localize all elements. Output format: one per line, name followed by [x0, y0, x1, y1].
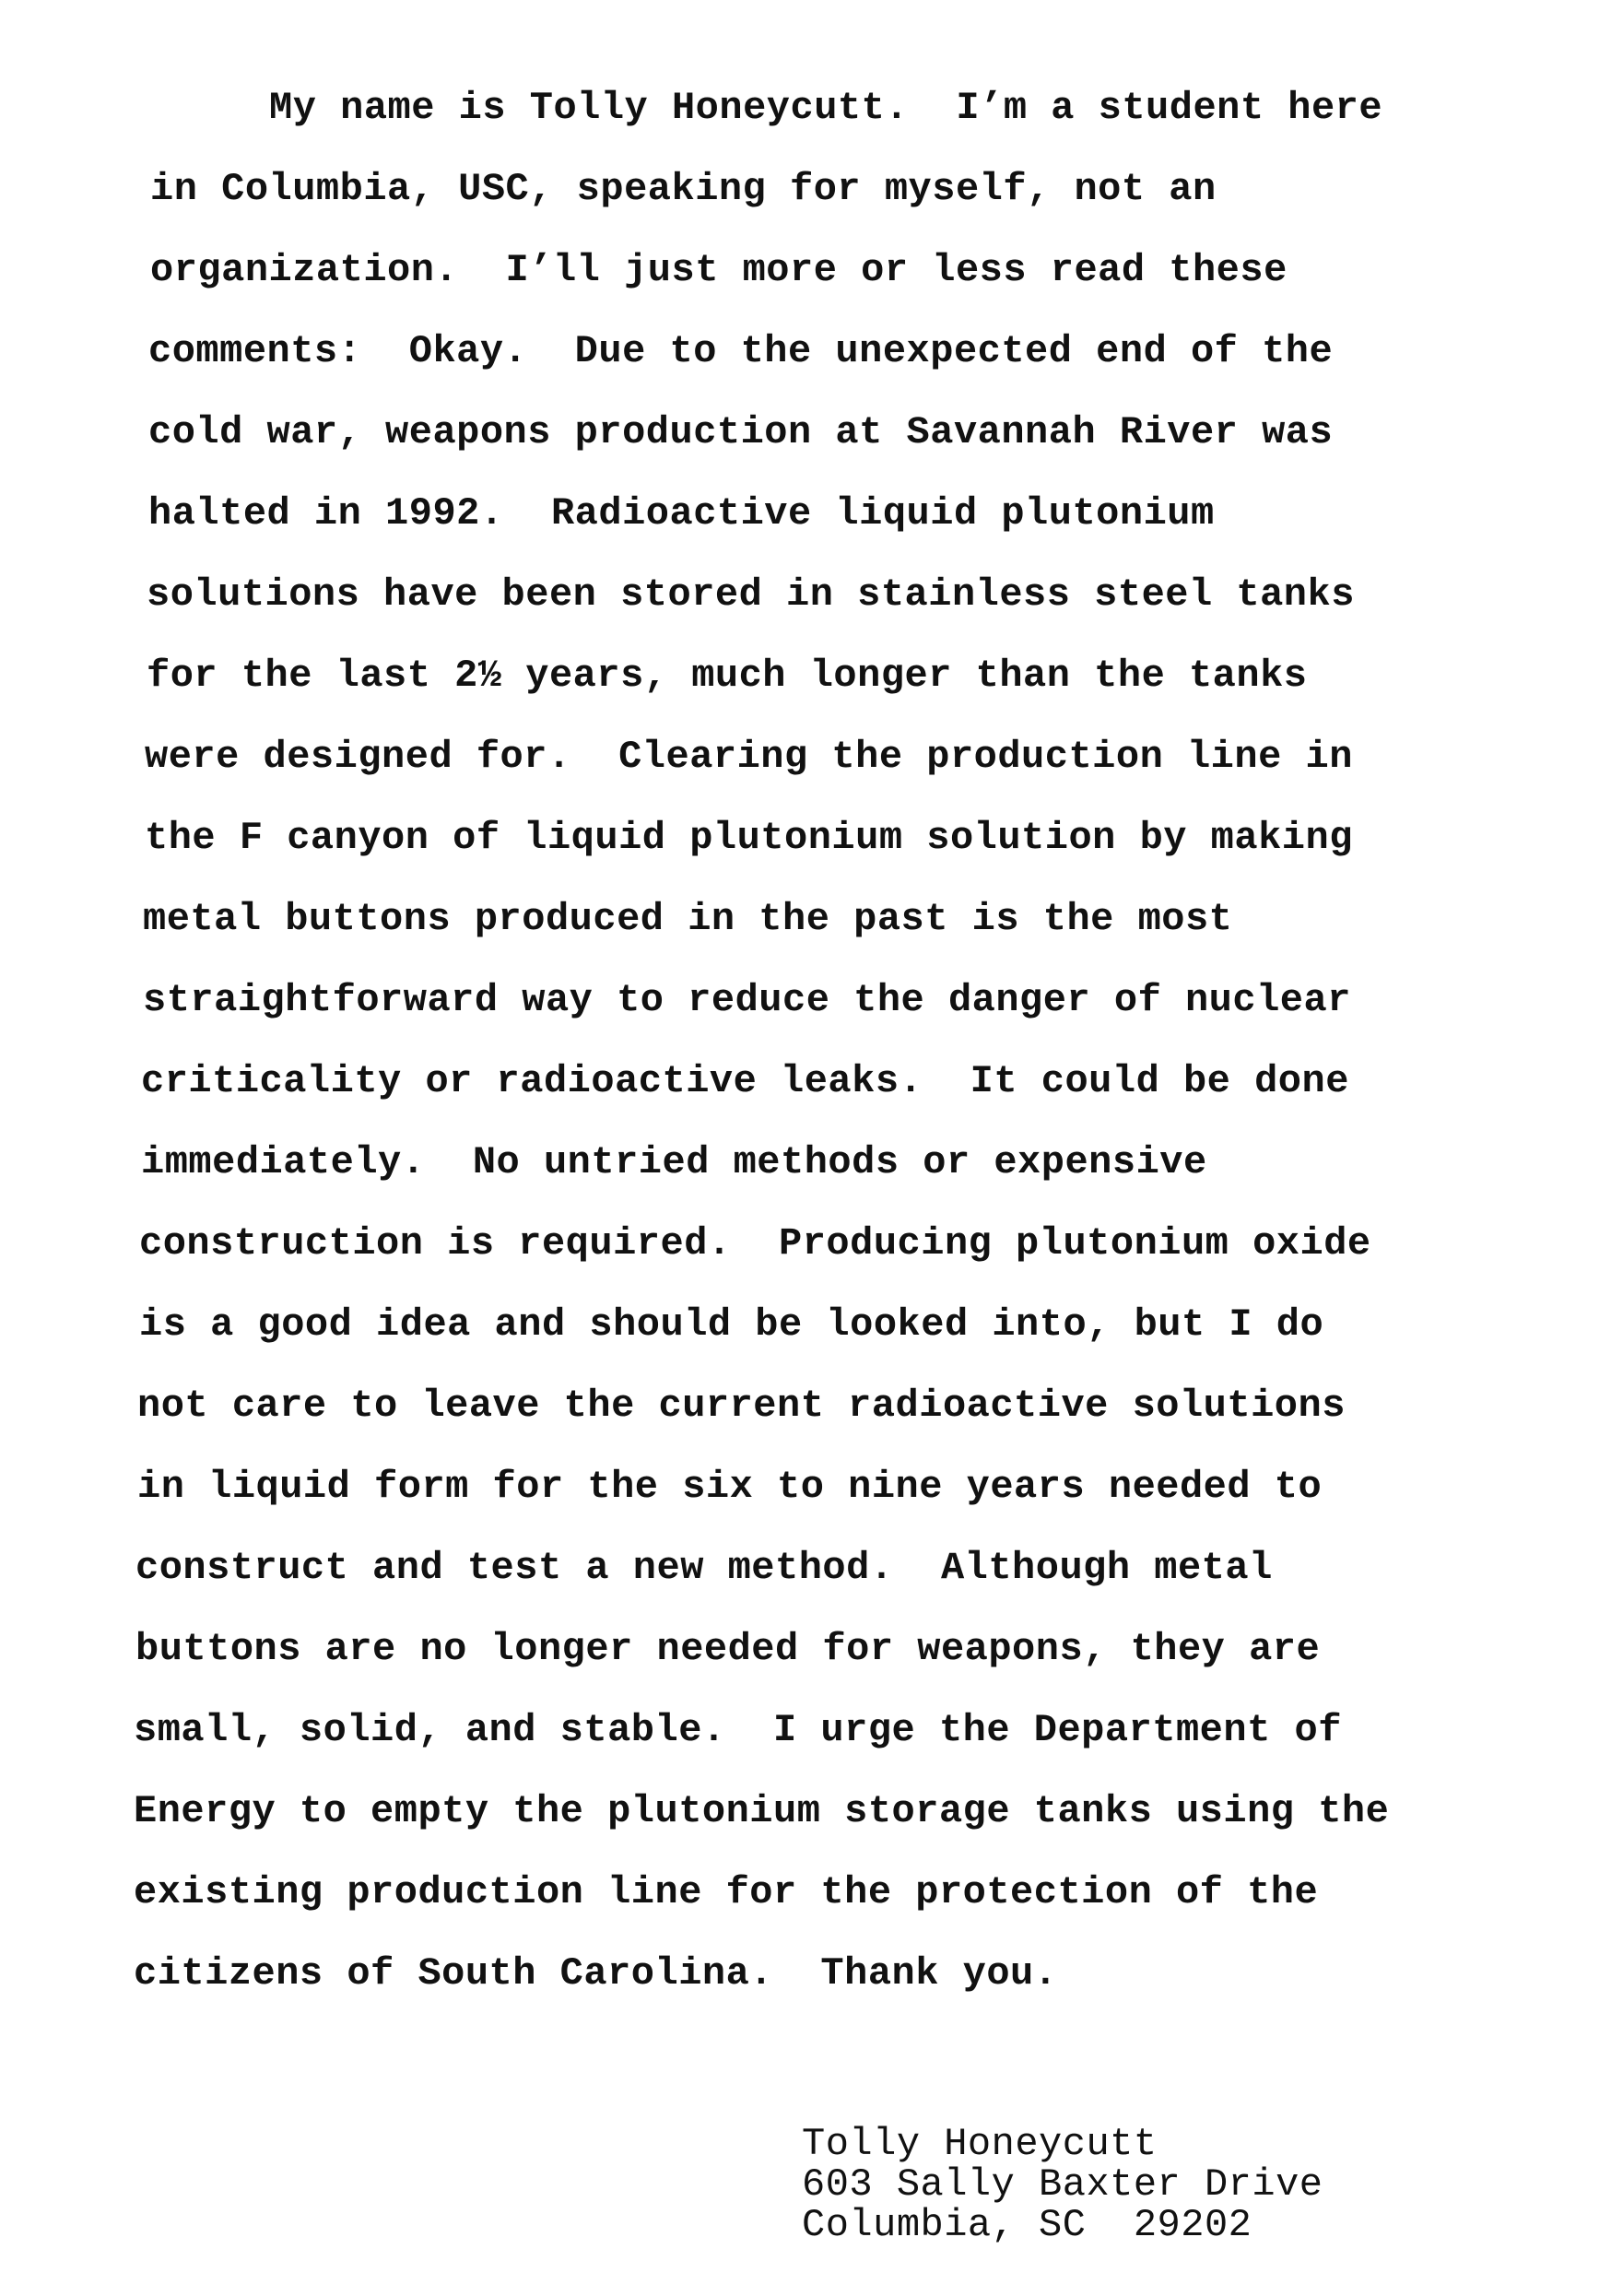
signature-name: Tolly Honeycutt	[802, 2122, 1158, 2166]
statement-line: cold war, weapons production at Savannah River was	[148, 410, 1334, 454]
statement-line: solutions have been stored in stainless steel tanks	[147, 572, 1355, 617]
statement-line: not care to leave the current radioactive solutions	[137, 1383, 1346, 1428]
signature-city: Columbia, SC 29202	[802, 2203, 1252, 2247]
statement-line: in Columbia, USC, speaking for myself, not an	[150, 167, 1217, 211]
statement-line: halted in 1992. Radioactive liquid plutonium	[148, 491, 1215, 536]
statement-line: organization. I’ll just more or less read these	[150, 248, 1288, 292]
statement-line: comments: Okay. Due to the unexpected end of the	[148, 329, 1334, 373]
signature-street: 603 Sally Baxter Drive	[802, 2162, 1323, 2207]
statement-line: citizens of South Carolina. Thank you.	[134, 1951, 1058, 1996]
statement-line: construction is required. Producing plutonium oxide	[139, 1221, 1371, 1266]
statement-line: Energy to empty the plutonium storage tanks using the	[134, 1789, 1390, 1833]
statement-line: is a good idea and should be looked into, but I do	[139, 1302, 1324, 1347]
statement-line: straightforward way to reduce the danger of nuclear	[143, 978, 1351, 1022]
statement-line: small, solid, and stable. I urge the Department of	[134, 1708, 1342, 1752]
statement-line: in liquid form for the six to nine years needed to	[137, 1465, 1323, 1509]
statement-line: construct and test a new method. Although metal	[135, 1546, 1273, 1590]
statement-line: existing production line for the protection of the	[134, 1870, 1319, 1914]
statement-line: immediately. No untried methods or expensive	[141, 1140, 1207, 1184]
statement-line: were designed for. Clearing the production line in	[145, 735, 1353, 779]
statement-line: My name is Tolly Honeycutt. I’m a student here	[269, 86, 1383, 130]
statement-line: metal buttons produced in the past is the most	[143, 897, 1233, 941]
statement-line: buttons are no longer needed for weapons, they are	[135, 1627, 1321, 1671]
statement-line: criticality or radioactive leaks. It could be done	[141, 1059, 1349, 1103]
statement-line: the F canyon of liquid plutonium solution by making	[145, 816, 1353, 860]
statement-line: for the last 2½ years, much longer than the tanks	[147, 653, 1308, 698]
